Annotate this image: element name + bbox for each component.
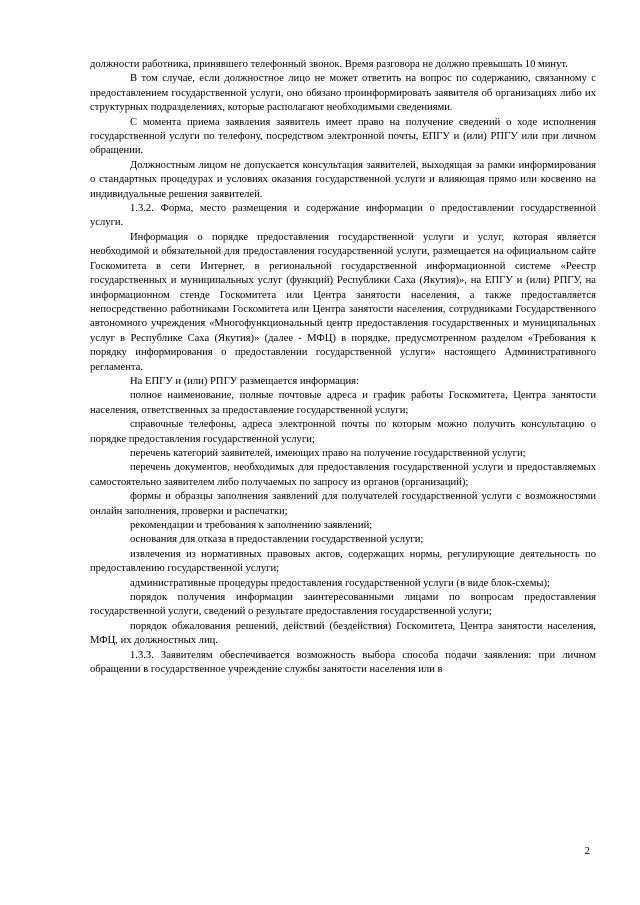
list-item: административные процедуры предоставления государственной услуги (в виде блок-схемы); (130, 577, 550, 589)
paragraph: С момента приема заявления заявитель имеет право на получение сведений о ходе исполнения государственной услуги по телефону, посредством электронной почты, ЕПГУ и (или) РПГУ или при личном обращении. (90, 116, 596, 157)
paragraph: 1.3.3. Заявителям обеспечивается возможность выбора способа подачи заявления: при личном обращении в государственное учреждение службы занятости населения или в (90, 649, 596, 676)
paragraph: должности работника, принявшего телефонный звонок. Время разговора не должно превышать 10 минут. (90, 59, 568, 70)
paragraph: Информация о порядке предоставления государственной услуги и услуг, которая является необходимой и обязательной для предоставления государственной услуги, размещается на официальном сайте Госкомитета в сети Интернет, в региональной государственной информационной системе «Реестр государственных и муниципальных услуг (функций) Республики Саха (Якутия)», на ЕПГУ и (или) РПГУ, на информационном стенде Госкомитета или Центра занятости населения, а также предоставляется непосредственно работниками Госкомитета или Центра занятости населения, сотрудниками Государственного автономного учреждения «Многофункциональный центр предоставления государственных и муниципальных услуг в Республике Саха (Якутия)» (далее - МФЦ) в порядке, предусмотренном разделом «Требования к порядку информирования о предоставлении государственной услуги» настоящего Административного регламента. (90, 231, 596, 373)
body-text (90, 58, 596, 677)
list-item: порядок обжалования решений, действий (бездействия) Госкомитета, Центра занятости населения, МФЦ, их должностных лиц. (90, 620, 596, 647)
list-item: полное наименование, полные почтовые адреса и график работы Госкомитета, Центра занятости населения, ответственных за предоставление государственной услуги; (90, 390, 596, 416)
list-item: порядок получения информации заинтересованными лицами по вопросам предоставления государственной услуги, сведений о результате предоставления государственной услуги; (90, 592, 596, 618)
list-item: формы и образцы заполнения заявлений для получателей государственной услуги с возможностями онлайн заполнения, проверки и распечатки; (90, 491, 596, 517)
paragraph: На ЕПГУ и (или) РПГУ размещается информация: (130, 375, 359, 387)
list-item: извлечения из нормативных правовых актов, содержащих нормы, регулирующие деятельность по предоставлению государственной услуги; (90, 548, 596, 575)
paragraph: Должностным лицом не допускается консультация заявителей, выходящая за рамки информирования о стандартных процедурах и условиях оказания государственной услуги и влияющая прямо или косвенно на индивидуальные решения заявителей. (90, 159, 596, 200)
paragraph: В том случае, если должностное лицо не может ответить на вопрос по содержанию, связанному с предоставлением государственной услуги, оно обязано проинформировать заявителя об организациях либо их структурных подразделениях, которые располагают необходимыми сведениями. (90, 73, 596, 114)
list-item: рекомендации и требования к заполнению заявлений; (130, 520, 373, 531)
page-number: 2 (584, 845, 590, 857)
list-item: справочные телефоны, адреса электронной почты по которым можно получить консультацию о порядке предоставления государственной услуги; (90, 419, 596, 445)
list-item: перечень документов, необходимых для предоставления государственной услуги и предоставляемых самостоятельно заявителем либо получаемых по запросу из органов (организаций); (90, 462, 596, 488)
list-item: перечень категорий заявителей, имеющих право на получение государственной услуги; (130, 447, 526, 459)
list-item: основания для отказа в предоставлении государственной услуги; (130, 534, 424, 546)
paragraph: 1.3.2. Форма, место размещения и содержание информации о предоставлении государственной услуги. (90, 203, 596, 229)
